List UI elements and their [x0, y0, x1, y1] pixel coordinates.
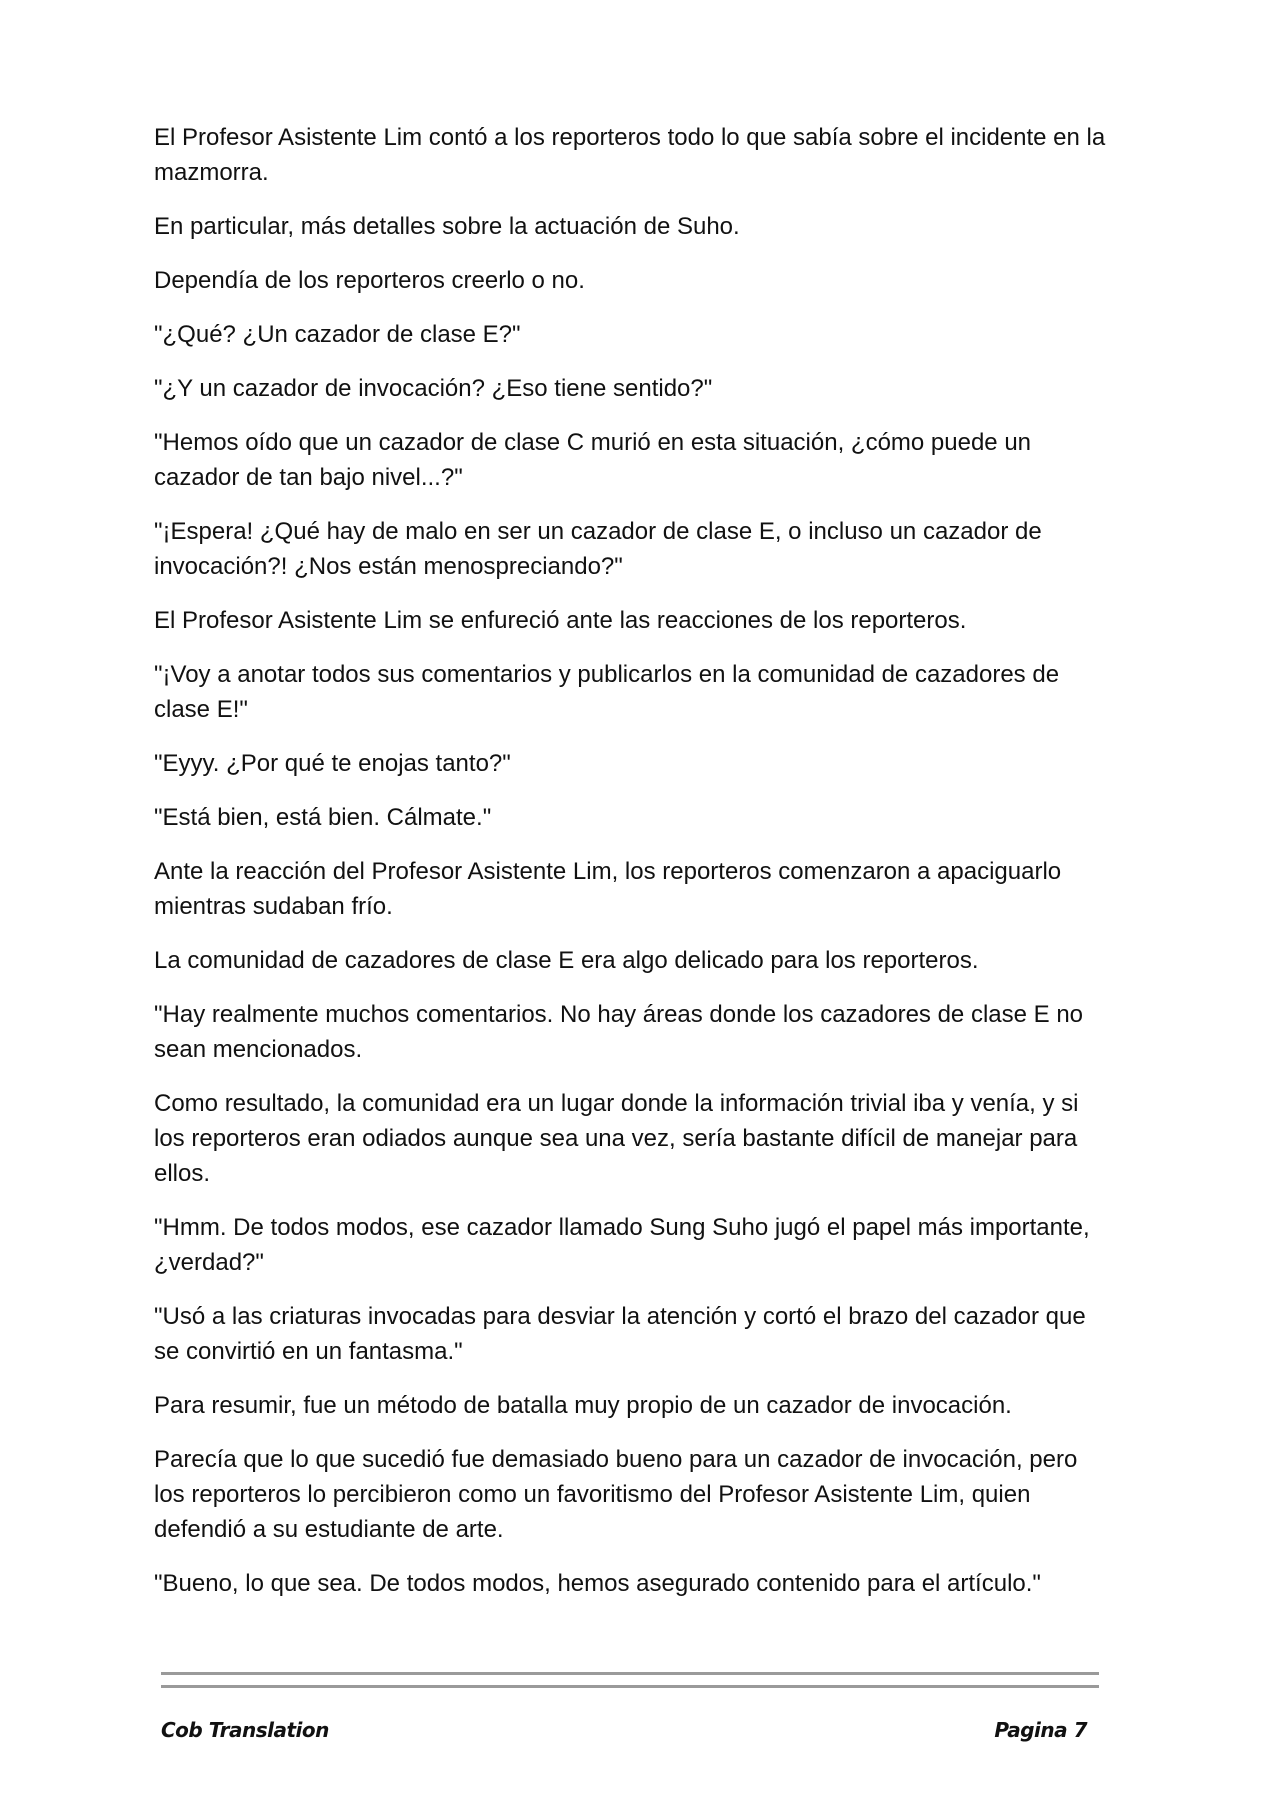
- paragraph: "Usó a las criaturas invocadas para desviar la atención y cortó el brazo del cazador que se convirtió en un fantasma.": [154, 1303, 1086, 1365]
- paragraph: El Profesor Asistente Lim contó a los reporteros todo lo que sabía sobre el incidente en la mazmorra.: [154, 124, 1106, 186]
- footer-publisher: Cob Translation: [161, 1718, 329, 1742]
- paragraph: "¡Voy a anotar todos sus comentarios y publicarlos en la comunidad de cazadores de clase E!": [154, 661, 1060, 723]
- paragraph: "Eyyy. ¿Por qué te enojas tanto?": [154, 750, 511, 777]
- paragraph: Como resultado, la comunidad era un lugar donde la información trivial iba y venía, y si los reporteros eran odiados aunque sea una vez, sería bastante difícil de manejar para ellos.: [154, 1090, 1079, 1187]
- paragraph: Ante la reacción del Profesor Asistente Lim, los reporteros comenzaron a apaciguarlo mientras sudaban frío.: [154, 858, 1062, 920]
- paragraph: "¿Qué? ¿Un cazador de clase E?": [154, 321, 521, 348]
- paragraph: Parecía que lo que sucedió fue demasiado bueno para un cazador de invocación, pero los reporteros lo percibieron como un favoritismo del Profesor Asistente Lim, quien defendió a su estudiante de arte.: [154, 1446, 1078, 1543]
- paragraph: En particular, más detalles sobre la actuación de Suho.: [154, 213, 740, 240]
- paragraph: "Está bien, está bien. Cálmate.": [154, 804, 492, 831]
- paragraph: Para resumir, fue un método de batalla muy propio de un cazador de invocación.: [154, 1392, 1012, 1419]
- footer-rule-top: [161, 1672, 1099, 1675]
- paragraph: "¡Espera! ¿Qué hay de malo en ser un cazador de clase E, o incluso un cazador de invocación?! ¿Nos están menospreciando?": [154, 518, 1042, 580]
- paragraph: "Hay realmente muchos comentarios. No hay áreas donde los cazadores de clase E no sean mencionados.: [154, 1001, 1084, 1063]
- footer-page-number: Pagina 7: [994, 1718, 1087, 1742]
- paragraph: "Hmm. De todos modos, ese cazador llamado Sung Suho jugó el papel más importante, ¿verdad?": [154, 1214, 1090, 1276]
- paragraph: "Hemos oído que un cazador de clase C murió en esta situación, ¿cómo puede un cazador de tan bajo nivel...?": [154, 429, 1032, 491]
- paragraph: La comunidad de cazadores de clase E era algo delicado para los reporteros.: [154, 947, 979, 974]
- footer-rule-bottom: [161, 1685, 1099, 1688]
- paragraph: "Bueno, lo que sea. De todos modos, hemos asegurado contenido para el artículo.": [154, 1570, 1041, 1597]
- paragraph: "¿Y un cazador de invocación? ¿Eso tiene sentido?": [154, 375, 713, 402]
- page-body: [154, 120, 1112, 1620]
- paragraph: Dependía de los reporteros creerlo o no.: [154, 267, 585, 294]
- paragraph: El Profesor Asistente Lim se enfureció ante las reacciones de los reporteros.: [154, 607, 967, 634]
